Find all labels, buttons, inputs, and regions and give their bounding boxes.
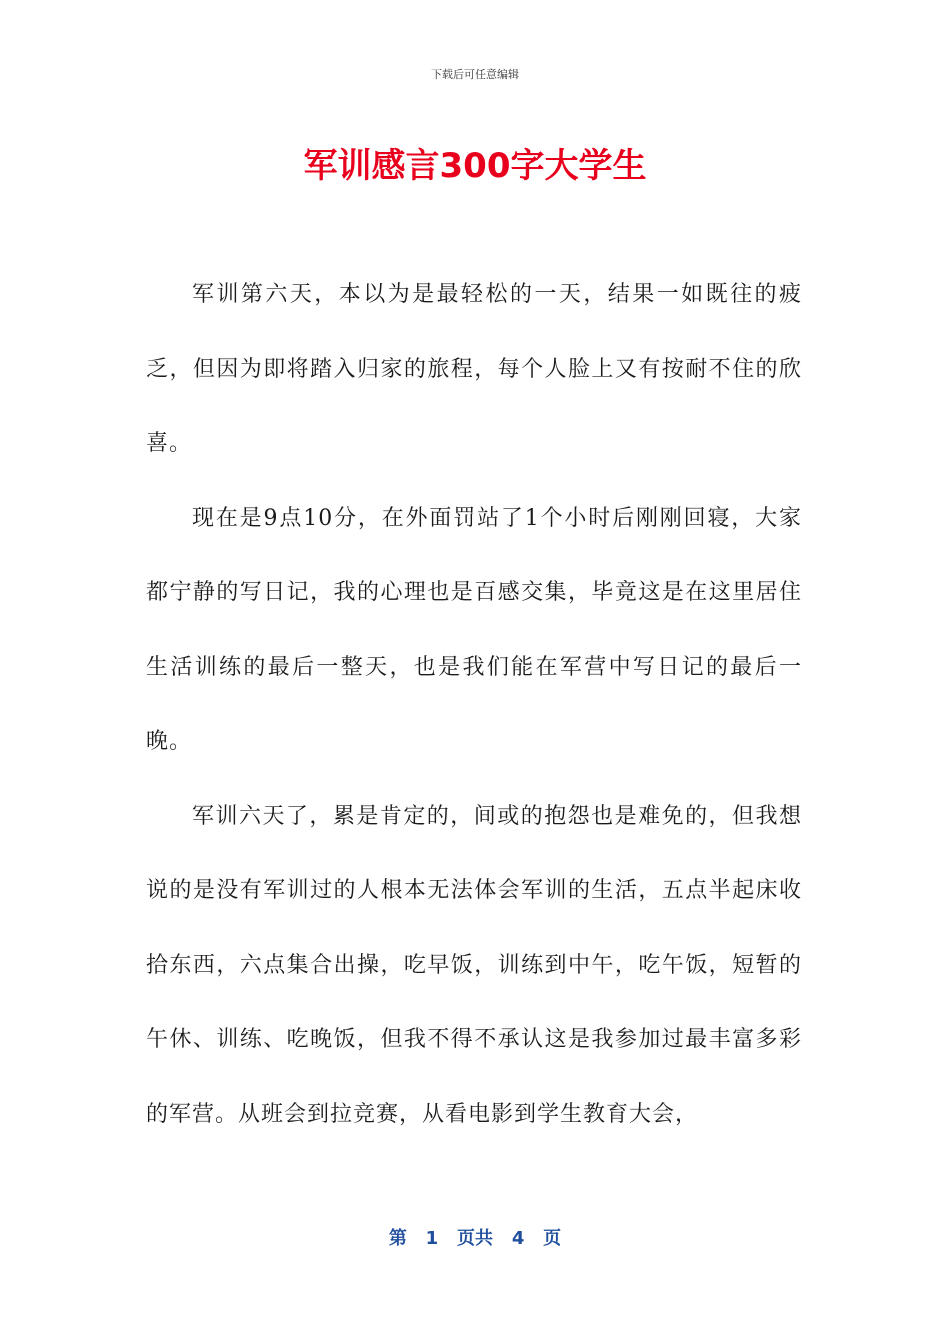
paragraph-3: 军训六天了，累是肯定的，间或的抱怨也是难免的，但我想说的是没有军训过的人根本无法体会军训的生活，五点半起床收拾东西，六点集合出操，吃早饭，训练到中午，吃午饭，短暂的午休、训练、吃晚饭，但我不得不承认这是我参加过最丰富多彩的军营。从班会到拉竞赛，从看电影到学生教育大会， (146, 803, 802, 1127)
document-title: 军训感言300字大学生 (303, 146, 647, 186)
footer-middle: 页共 (457, 1228, 493, 1249)
footer-total-pages: 4 (511, 1228, 525, 1249)
footer-current-page: 1 (425, 1228, 439, 1249)
page-header-note: 下载后可任意编辑 (431, 68, 519, 81)
footer-prefix: 第 (388, 1228, 407, 1249)
paragraph-1: 军训第六天，本以为是最轻松的一天，结果一如既往的疲乏，但因为即将踏入归家的旅程，每个人脸上又有按耐不住的欣喜。 (146, 282, 802, 456)
page-footer (0, 1226, 950, 1252)
paragraph-2: 现在是9点10分，在外面罚站了1个小时后刚刚回寝，大家都宁静的写日记，我的心理也是百感交集，毕竟这是在这里居住生活训练的最后一整天，也是我们能在军营中写日记的最后一晚。 (146, 505, 802, 754)
footer-suffix: 页 (543, 1228, 562, 1249)
document-body (146, 258, 802, 1152)
